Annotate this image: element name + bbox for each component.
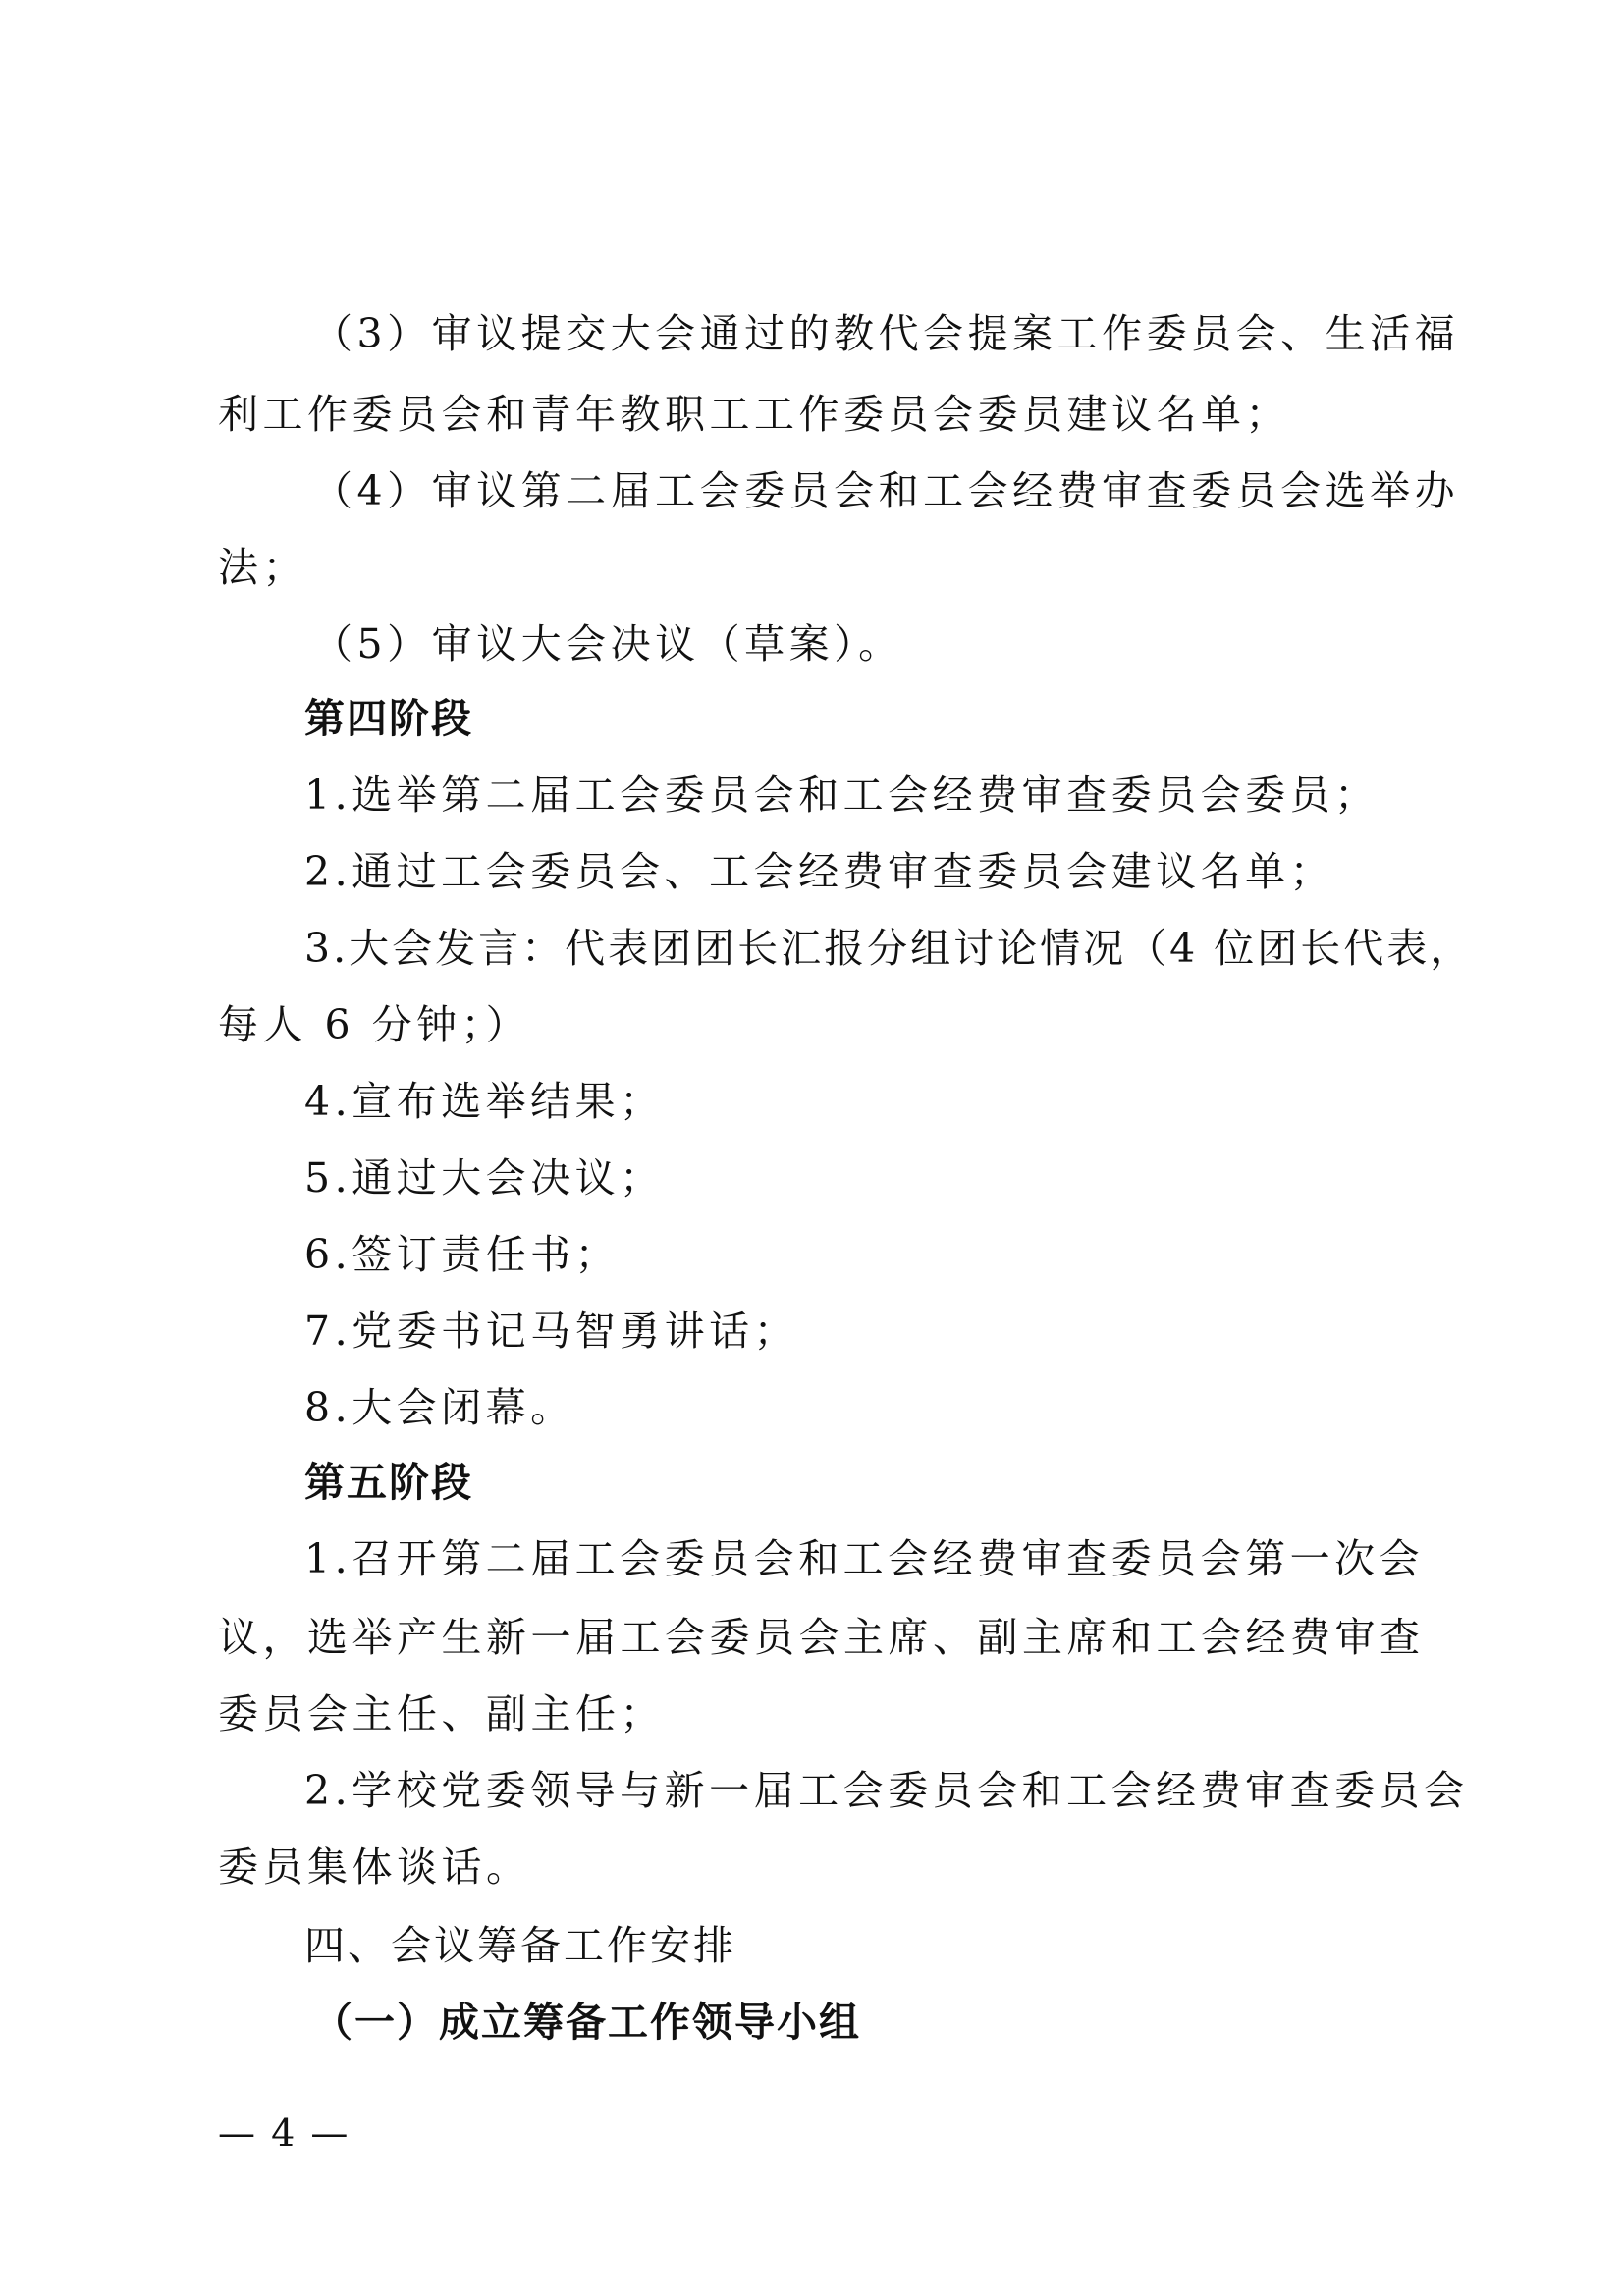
stage-four-item-4: 4.宣布选举结果； — [304, 1078, 665, 1125]
stage-five-item-1-line-1: 1.召开第二届工会委员会和工会经费审查委员会第一次会 — [304, 1535, 1425, 1582]
stage-four-item-2: 2.通过工会委员会、工会经费审查委员会建议名单； — [304, 848, 1335, 895]
stage-four-item-8: 8.大会闭幕。 — [304, 1384, 575, 1431]
stage-five-item-2-line-2: 委员集体谈话。 — [218, 1843, 531, 1891]
stage-four-item-3-line-2: 每人 6 分钟；） — [218, 1001, 531, 1048]
stage-four-heading: 第四阶段 — [304, 695, 473, 742]
stage-four-item-3-line-1: 3.大会发言：代表团团长汇报分组讨论情况（4 位团长代表， — [304, 925, 1474, 972]
stage-four-item-5: 5.通过大会决议； — [304, 1154, 665, 1201]
stage-five-item-2-line-1: 2.学校党委领导与新一届工会委员会和工会经费审查委员会 — [304, 1767, 1469, 1814]
stage-five-item-1-line-3: 委员会主任、副主任； — [218, 1690, 665, 1737]
stage-four-item-6: 6.签订责任书； — [304, 1231, 621, 1278]
subsection-one-heading: （一）成立筹备工作领导小组 — [312, 1999, 861, 2046]
page-number: — 4 — — [218, 2111, 351, 2155]
stage-five-item-1-line-2: 议，选举产生新一届工会委员会主席、副主席和工会经费审查 — [218, 1614, 1425, 1661]
stage-five-heading: 第五阶段 — [304, 1459, 473, 1506]
item-4-line-1: （4）审议第二届工会委员会和工会经费审查委员会选举办 — [312, 467, 1460, 514]
section-four-heading: 四、会议筹备工作安排 — [304, 1922, 736, 1969]
item-3-line-2: 利工作委员会和青年教职工工作委员会委员建议名单； — [218, 391, 1290, 438]
item-5-line: （5）审议大会决议（草案）。 — [312, 620, 903, 667]
item-4-line-2: 法； — [218, 544, 307, 591]
item-3-line-1: （3）审议提交大会通过的教代会提案工作委员会、生活福 — [312, 310, 1460, 357]
stage-four-item-7: 7.党委书记马智勇讲话； — [304, 1308, 799, 1355]
stage-four-item-1: 1.选举第二届工会委员会和工会经费审查委员会委员； — [304, 772, 1380, 819]
